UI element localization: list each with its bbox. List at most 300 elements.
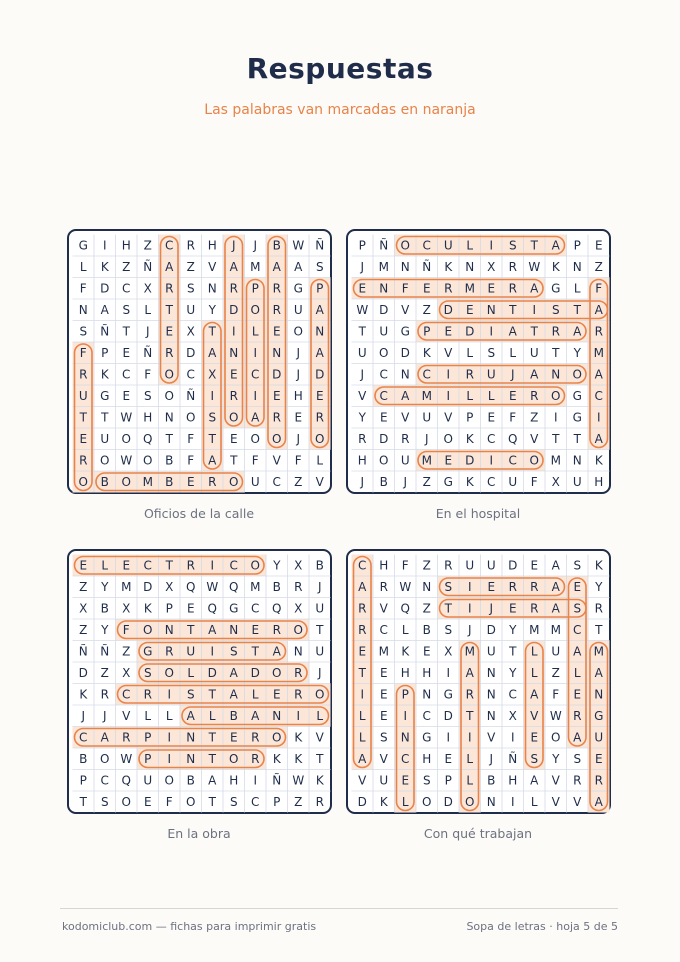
grid-letter: R xyxy=(379,580,388,595)
grid-letter: A xyxy=(208,346,217,361)
grid-letter: E xyxy=(229,367,238,382)
grid-letter: E xyxy=(358,644,367,659)
grid-letter: O xyxy=(164,367,174,382)
grid-letter: A xyxy=(594,432,603,447)
grid-letter: A xyxy=(594,795,603,810)
grid-letter: U xyxy=(529,346,539,361)
grid-letter: S xyxy=(100,795,109,810)
grid-letter: T xyxy=(165,303,173,318)
grid-letter: N xyxy=(422,580,432,595)
grid-letter: X xyxy=(294,558,303,573)
grid-letter: R xyxy=(79,367,88,382)
grid-letter: N xyxy=(486,709,496,724)
grid-letter: W xyxy=(206,580,219,595)
grid-letter: I xyxy=(167,730,172,745)
grid-letter: R xyxy=(294,666,303,681)
grid-letter: X xyxy=(122,666,131,681)
grid-letter: W xyxy=(120,752,133,767)
grid-letter: W xyxy=(292,773,305,788)
grid-letter: O xyxy=(379,453,389,468)
grid-letter: I xyxy=(253,773,258,788)
grid-letter: D xyxy=(250,666,260,681)
grid-letter: Y xyxy=(101,623,109,638)
grid-letter: T xyxy=(208,324,216,339)
grid-letter: A xyxy=(251,410,260,425)
grid-letter: Y xyxy=(273,558,281,573)
grid-letter: U xyxy=(508,475,518,490)
grid-letter: G xyxy=(400,324,410,339)
grid-letter: T xyxy=(530,324,538,339)
grid-letter: U xyxy=(143,773,153,788)
grid-letter: G xyxy=(293,281,303,296)
grid-letter: V xyxy=(401,410,410,425)
grid-letter: S xyxy=(573,752,582,767)
grid-letter: O xyxy=(379,346,389,361)
grid-letter: L xyxy=(208,709,216,724)
grid-letter: C xyxy=(422,238,431,253)
grid-letter: T xyxy=(573,303,581,318)
page-title: Respuestas xyxy=(246,52,434,85)
grid-letter: E xyxy=(530,730,539,745)
grid-letter: Ñ xyxy=(78,644,88,659)
footer-divider xyxy=(60,908,618,909)
grid-letter: B xyxy=(272,238,281,253)
grid-letter: P xyxy=(466,410,474,425)
grid-letter: E xyxy=(379,410,388,425)
grid-letter: R xyxy=(444,558,453,573)
grid-letter: R xyxy=(251,730,260,745)
grid-letter: U xyxy=(551,644,561,659)
grid-letter: J xyxy=(231,238,236,253)
grid-letter: F xyxy=(79,346,87,361)
grid-letter: N xyxy=(486,303,496,318)
grid-letter: D xyxy=(207,666,217,681)
grid-letter: T xyxy=(530,238,538,253)
grid-letter: N xyxy=(229,623,239,638)
grid-letter: D xyxy=(315,367,325,382)
grid-letter: I xyxy=(403,709,408,724)
grid-letter: T xyxy=(101,410,109,425)
grid-letter: Y xyxy=(573,346,581,361)
grid-letter: B xyxy=(79,752,88,767)
grid-letter: V xyxy=(444,346,453,361)
grid-letter: C xyxy=(379,367,388,382)
grid-letter: A xyxy=(573,644,582,659)
grid-letter: T xyxy=(552,346,560,361)
grid-letter: C xyxy=(251,367,260,382)
grid-letter: V xyxy=(122,709,131,724)
grid-letter: J xyxy=(296,367,301,382)
grid-letter: V xyxy=(530,432,539,447)
grid-letter: O xyxy=(121,795,131,810)
grid-letter: E xyxy=(251,623,260,638)
grid-letter: K xyxy=(100,367,109,382)
grid-letter: M xyxy=(550,453,561,468)
grid-letter: S xyxy=(229,795,238,810)
grid-letter: R xyxy=(165,346,174,361)
grid-letter: N xyxy=(486,666,496,681)
grid-letter: F xyxy=(401,281,409,296)
grid-letter: J xyxy=(296,346,301,361)
grid-letter: Ñ xyxy=(186,389,196,404)
grid-letter: Q xyxy=(229,580,239,595)
grid-letter: R xyxy=(594,773,603,788)
grid-letter: K xyxy=(315,773,324,788)
grid-letter: Ñ xyxy=(143,346,153,361)
grid-letter: R xyxy=(100,687,109,702)
grid-letter: C xyxy=(79,730,88,745)
grid-letter: I xyxy=(167,752,172,767)
grid-letter: L xyxy=(466,238,474,253)
grid-letter: R xyxy=(594,601,603,616)
grid-letter: S xyxy=(79,324,88,339)
grid-letter: Y xyxy=(101,580,109,595)
grid-letter: Q xyxy=(400,601,410,616)
grid-letter: L xyxy=(573,281,581,296)
grid-letter: E xyxy=(79,432,88,447)
grid-letter: Q xyxy=(186,580,196,595)
grid-letter: X xyxy=(143,281,152,296)
grid-letter: A xyxy=(100,303,109,318)
grid-letter: E xyxy=(294,410,303,425)
grid-letter: Y xyxy=(509,666,517,681)
grid-letter: R xyxy=(186,238,195,253)
grid-letter: E xyxy=(143,795,152,810)
grid-letter: H xyxy=(357,453,367,468)
grid-letter: A xyxy=(551,601,560,616)
grid-letter: U xyxy=(100,432,110,447)
grid-letter: W xyxy=(528,260,541,275)
grid-letter: H xyxy=(379,558,389,573)
grid-letter: D xyxy=(443,795,453,810)
grid-letter: L xyxy=(316,453,324,468)
grid-letter: Ñ xyxy=(422,260,432,275)
grid-letter: P xyxy=(273,795,281,810)
grid-letter: R xyxy=(208,475,217,490)
grid-letter: D xyxy=(78,666,88,681)
grid-letter: A xyxy=(508,324,517,339)
grid-letter: N xyxy=(486,795,496,810)
grid-letter: A xyxy=(594,303,603,318)
grid-letter: C xyxy=(422,367,431,382)
grid-letter: Z xyxy=(79,580,88,595)
grid-letter: R xyxy=(294,687,303,702)
grid-letter: E xyxy=(229,432,238,447)
grid-letter: B xyxy=(229,709,238,724)
grid-letter: R xyxy=(122,730,131,745)
grid-letter: S xyxy=(143,389,152,404)
puzzle-hospital xyxy=(346,229,611,494)
grid-letter: R xyxy=(358,601,367,616)
grid-letter: O xyxy=(551,389,561,404)
grid-letter: D xyxy=(443,303,453,318)
grid-letter: A xyxy=(208,623,217,638)
grid-letter: O xyxy=(422,795,432,810)
grid-letter: F xyxy=(187,453,195,468)
grid-letter: R xyxy=(272,303,281,318)
grid-letter: S xyxy=(229,644,238,659)
grid-letter: Q xyxy=(207,601,217,616)
grid-letter: I xyxy=(510,730,515,745)
grid-letter: E xyxy=(401,773,410,788)
grid-letter: S xyxy=(186,687,195,702)
footer-site: kodomiclub.com — fichas para imprimir gratis xyxy=(62,920,317,933)
grid-letter: K xyxy=(379,795,388,810)
grid-letter: Z xyxy=(79,623,88,638)
grid-letter: C xyxy=(422,709,431,724)
grid-letter: Ñ xyxy=(379,238,389,253)
grid-letter: M xyxy=(378,644,389,659)
grid-letter: I xyxy=(360,687,365,702)
grid-letter: E xyxy=(315,389,324,404)
grid-letter: S xyxy=(186,281,195,296)
grid-letter: K xyxy=(551,260,560,275)
grid-letter: N xyxy=(272,346,282,361)
grid-letter: H xyxy=(293,389,303,404)
grid-letter: G xyxy=(572,389,582,404)
grid-letter: Q xyxy=(272,601,282,616)
grid-letter: O xyxy=(443,432,453,447)
grid-letter: E xyxy=(122,346,131,361)
grid-letter: B xyxy=(165,453,174,468)
grid-letter: E xyxy=(272,389,281,404)
grid-letter: K xyxy=(401,644,410,659)
grid-letter: B xyxy=(315,558,324,573)
grid-letter: E xyxy=(186,475,195,490)
grid-letter: A xyxy=(229,666,238,681)
grid-letter: U xyxy=(443,238,453,253)
grid-letter: T xyxy=(208,795,216,810)
grid-letter: L xyxy=(358,709,366,724)
grid-letter: N xyxy=(186,752,196,767)
grid-letter: J xyxy=(317,666,322,681)
grid-letter: J xyxy=(360,475,365,490)
grid-letter: C xyxy=(122,687,131,702)
grid-letter: O xyxy=(315,687,325,702)
grid-letter: O xyxy=(121,475,131,490)
grid-letter: N xyxy=(293,644,303,659)
grid-letter: N xyxy=(186,730,196,745)
grid-letter: E xyxy=(122,558,131,573)
grid-letter: H xyxy=(400,666,410,681)
puzzle-caption-calle: Oficios de la calle xyxy=(143,506,255,521)
grid-letter: T xyxy=(208,752,216,767)
grid-letter: E xyxy=(487,281,496,296)
grid-letter: A xyxy=(358,752,367,767)
grid-letter: U xyxy=(594,730,604,745)
grid-letter: V xyxy=(315,730,324,745)
grid-letter: K xyxy=(79,687,88,702)
grid-letter: J xyxy=(317,580,322,595)
grid-letter: R xyxy=(594,324,603,339)
grid-letter: G xyxy=(100,389,110,404)
grid-letter: Z xyxy=(530,410,539,425)
grid-letter: A xyxy=(551,238,560,253)
grid-letter: L xyxy=(466,389,474,404)
grid-letter: O xyxy=(229,410,239,425)
grid-letter: S xyxy=(444,580,453,595)
grid-letter: V xyxy=(551,773,560,788)
grid-letter: B xyxy=(379,475,388,490)
grid-letter: O xyxy=(551,730,561,745)
grid-letter: X xyxy=(551,475,560,490)
grid-letter: U xyxy=(572,475,582,490)
grid-letter: Z xyxy=(186,260,195,275)
grid-letter: N xyxy=(78,303,88,318)
grid-letter: N xyxy=(422,687,432,702)
grid-letter: J xyxy=(403,475,408,490)
grid-letter: N xyxy=(229,346,239,361)
grid-letter: U xyxy=(357,346,367,361)
grid-letter: R xyxy=(315,410,324,425)
grid-letter: H xyxy=(508,773,518,788)
grid-letter: F xyxy=(144,367,152,382)
grid-letter: I xyxy=(467,730,472,745)
grid-letter: X xyxy=(122,601,131,616)
grid-letter: O xyxy=(293,623,303,638)
puzzle-caption-trabajan: Con qué trabajan xyxy=(423,826,533,841)
grid-letter: I xyxy=(446,389,451,404)
grid-letter: B xyxy=(165,475,174,490)
grid-letter: Z xyxy=(122,644,131,659)
grid-letter: T xyxy=(358,666,366,681)
grid-letter: U xyxy=(422,410,432,425)
grid-letter: Y xyxy=(595,580,603,595)
grid-letter: H xyxy=(229,773,239,788)
grid-letter: U xyxy=(293,303,303,318)
grid-letter: R xyxy=(165,644,174,659)
grid-letter: I xyxy=(489,324,494,339)
grid-letter: G xyxy=(551,281,561,296)
grid-letter: E xyxy=(508,389,517,404)
grid-letter: E xyxy=(573,687,582,702)
grid-letter: T xyxy=(316,752,324,767)
grid-letter: I xyxy=(532,303,537,318)
grid-letter: K xyxy=(272,752,281,767)
grid-letter: O xyxy=(293,324,303,339)
grid-letter: F xyxy=(401,558,409,573)
grid-letter: R xyxy=(508,580,517,595)
grid-letter: Z xyxy=(422,558,431,573)
grid-letter: U xyxy=(486,558,496,573)
grid-letter: O xyxy=(186,795,196,810)
grid-letter: R xyxy=(530,601,539,616)
grid-letter: T xyxy=(208,432,216,447)
grid-letter: D xyxy=(100,281,110,296)
grid-letter: A xyxy=(594,367,603,382)
grid-letter: F xyxy=(122,623,130,638)
grid-letter: G xyxy=(572,410,582,425)
grid-letter: K xyxy=(444,260,453,275)
grid-letter: D xyxy=(229,303,239,318)
grid-letter: U xyxy=(379,773,389,788)
grid-letter: Z xyxy=(551,666,560,681)
grid-letter: C xyxy=(165,238,174,253)
grid-letter: R xyxy=(401,432,410,447)
grid-letter: A xyxy=(594,666,603,681)
grid-letter: J xyxy=(253,238,258,253)
grid-letter: O xyxy=(272,432,282,447)
grid-letter: D xyxy=(143,580,153,595)
grid-letter: J xyxy=(360,367,365,382)
grid-letter: U xyxy=(186,303,196,318)
puzzle-trabajan xyxy=(346,549,611,814)
grid-letter: M xyxy=(421,453,432,468)
grid-letter: A xyxy=(573,324,582,339)
grid-letter: V xyxy=(208,260,217,275)
grid-letter: K xyxy=(465,475,474,490)
grid-letter: P xyxy=(316,281,324,296)
grid-letter: Ñ xyxy=(315,238,325,253)
grid-letter: S xyxy=(573,601,582,616)
grid-letter: T xyxy=(208,687,216,702)
grid-letter: I xyxy=(210,558,215,573)
grid-letter: L xyxy=(251,324,259,339)
grid-letter: A xyxy=(229,260,238,275)
grid-letter: M xyxy=(464,644,475,659)
grid-letter: S xyxy=(208,410,217,425)
grid-letter: A xyxy=(294,260,303,275)
grid-letter: R xyxy=(465,367,474,382)
grid-letter: X xyxy=(508,709,517,724)
grid-letter: J xyxy=(467,623,472,638)
grid-letter: S xyxy=(573,558,582,573)
grid-letter: F xyxy=(595,281,603,296)
grid-letter: R xyxy=(358,623,367,638)
grid-letter: R xyxy=(229,389,238,404)
grid-letter: E xyxy=(573,580,582,595)
grid-letter: Z xyxy=(122,260,131,275)
grid-letter: T xyxy=(251,644,259,659)
grid-letter: Ñ xyxy=(508,752,518,767)
grid-letter: L xyxy=(466,752,474,767)
grid-letter: E xyxy=(186,601,195,616)
grid-letter: I xyxy=(102,238,107,253)
puzzle-grid-svg xyxy=(348,551,613,816)
grid-letter: M xyxy=(121,580,132,595)
grid-letter: E xyxy=(594,752,603,767)
grid-letter: L xyxy=(358,730,366,745)
grid-letter: Z xyxy=(594,260,603,275)
grid-letter: I xyxy=(489,453,494,468)
grid-letter: D xyxy=(465,324,475,339)
grid-letter: E xyxy=(165,324,174,339)
grid-letter: Ñ xyxy=(100,644,110,659)
grid-letter: C xyxy=(122,367,131,382)
grid-letter: Ñ xyxy=(100,324,110,339)
grid-letter: T xyxy=(165,432,173,447)
grid-letter: C xyxy=(401,752,410,767)
grid-letter: W xyxy=(292,238,305,253)
grid-letter: A xyxy=(551,580,560,595)
grid-letter: L xyxy=(144,303,152,318)
grid-letter: P xyxy=(144,730,152,745)
grid-letter: O xyxy=(400,238,410,253)
grid-letter: A xyxy=(401,389,410,404)
grid-letter: L xyxy=(466,773,474,788)
grid-letter: C xyxy=(272,475,281,490)
grid-letter: A xyxy=(186,709,195,724)
grid-letter: S xyxy=(487,346,496,361)
grid-letter: F xyxy=(530,475,538,490)
grid-letter: B xyxy=(100,475,109,490)
grid-letter: R xyxy=(530,580,539,595)
grid-letter: H xyxy=(121,238,131,253)
page-subtitle: Las palabras van marcadas en naranja xyxy=(204,102,476,118)
grid-letter: O xyxy=(143,623,153,638)
grid-letter: K xyxy=(294,730,303,745)
grid-letter: O xyxy=(250,303,260,318)
